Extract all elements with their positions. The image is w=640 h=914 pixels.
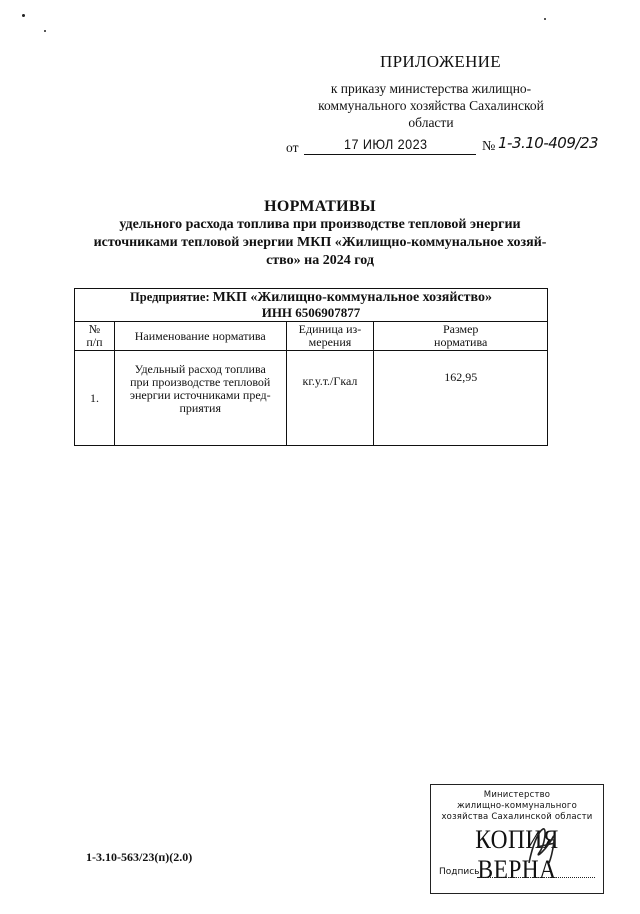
- row-name-line: энергии источниками пред-: [129, 388, 271, 402]
- appendix-subtitle-line: к приказу министерства жилищно-: [330, 81, 532, 96]
- date-underline: [304, 154, 476, 155]
- appendix-title: ПРИЛОЖЕНИЕ: [380, 52, 501, 71]
- document-subtitle-line: ство» на 2024 год: [266, 253, 374, 268]
- document-title: НОРМАТИВЫ: [264, 198, 376, 215]
- appendix-subtitle: [300, 80, 562, 131]
- row-name: [114, 351, 286, 446]
- enterprise-inn: ИНН 6506907877: [261, 305, 361, 320]
- appendix-subtitle-line: коммунального хозяйства Сахалинской: [318, 98, 544, 113]
- row-name-line: при производстве тепловой: [130, 375, 271, 389]
- header-value-line: норматива: [434, 335, 488, 349]
- stamp-line: жилищно-коммунального: [457, 801, 577, 811]
- table-row: [75, 351, 548, 446]
- scan-speck: [44, 30, 46, 32]
- row-unit: кг.у.т./Гкал: [286, 351, 374, 446]
- stamp-sign-line: [477, 877, 595, 878]
- scan-speck: [22, 14, 25, 17]
- certified-copy-stamp: [430, 784, 604, 894]
- order-number-handwritten: 1-3.10-409/23: [498, 134, 599, 152]
- stamp-big-text: КОПИЯ ВЕРНА: [475, 825, 559, 884]
- date-prefix: от: [286, 140, 299, 155]
- stamp-line: Министерство: [483, 790, 551, 800]
- header-unit-line: Единица из-: [298, 322, 362, 336]
- row-name-line: Удельный расход топлива: [134, 362, 266, 376]
- header-name: [114, 322, 286, 351]
- header-num: [75, 322, 115, 351]
- document-subtitle: [70, 216, 570, 270]
- header-name-line: Наименование норматива: [134, 328, 266, 343]
- stamp-sign-label: Подпись: [439, 867, 480, 877]
- order-date-line: [286, 136, 606, 160]
- enterprise-name: МКП «Жилищно-коммунальное хозяйство»: [212, 290, 492, 305]
- header-value-line: Размер: [442, 322, 479, 336]
- row-name-line: приятия: [179, 401, 221, 415]
- stamp-line: хозяйства Сахалинской области: [441, 812, 593, 822]
- enterprise-cell: [75, 289, 548, 322]
- document-subtitle-line: удельного расхода топлива при производстве тепловой энергии: [119, 217, 521, 232]
- header-unit: [286, 322, 374, 351]
- number-prefix: №: [482, 139, 496, 154]
- enterprise-label: Предприятие:: [130, 290, 210, 304]
- header-num-line: №: [88, 322, 101, 336]
- order-date-stamp: 17 ИЮЛ 2023: [344, 136, 428, 152]
- appendix-subtitle-line: области: [408, 115, 454, 130]
- header-unit-line: мерения: [308, 335, 352, 349]
- signature-icon: [523, 823, 563, 869]
- document-code: 1-3.10-563/23(п)(2.0): [86, 850, 193, 864]
- document-subtitle-line: источниками тепловой энергии МКП «Жилищно-коммунальное хозяй-: [93, 235, 547, 250]
- row-num: 1.: [75, 351, 115, 446]
- scan-speck: [544, 18, 546, 20]
- header-value: [374, 322, 548, 351]
- normatives-table: [74, 288, 548, 446]
- header-num-line: п/п: [86, 335, 103, 349]
- row-value: 162,95: [374, 351, 548, 446]
- table-header-row: [75, 322, 548, 351]
